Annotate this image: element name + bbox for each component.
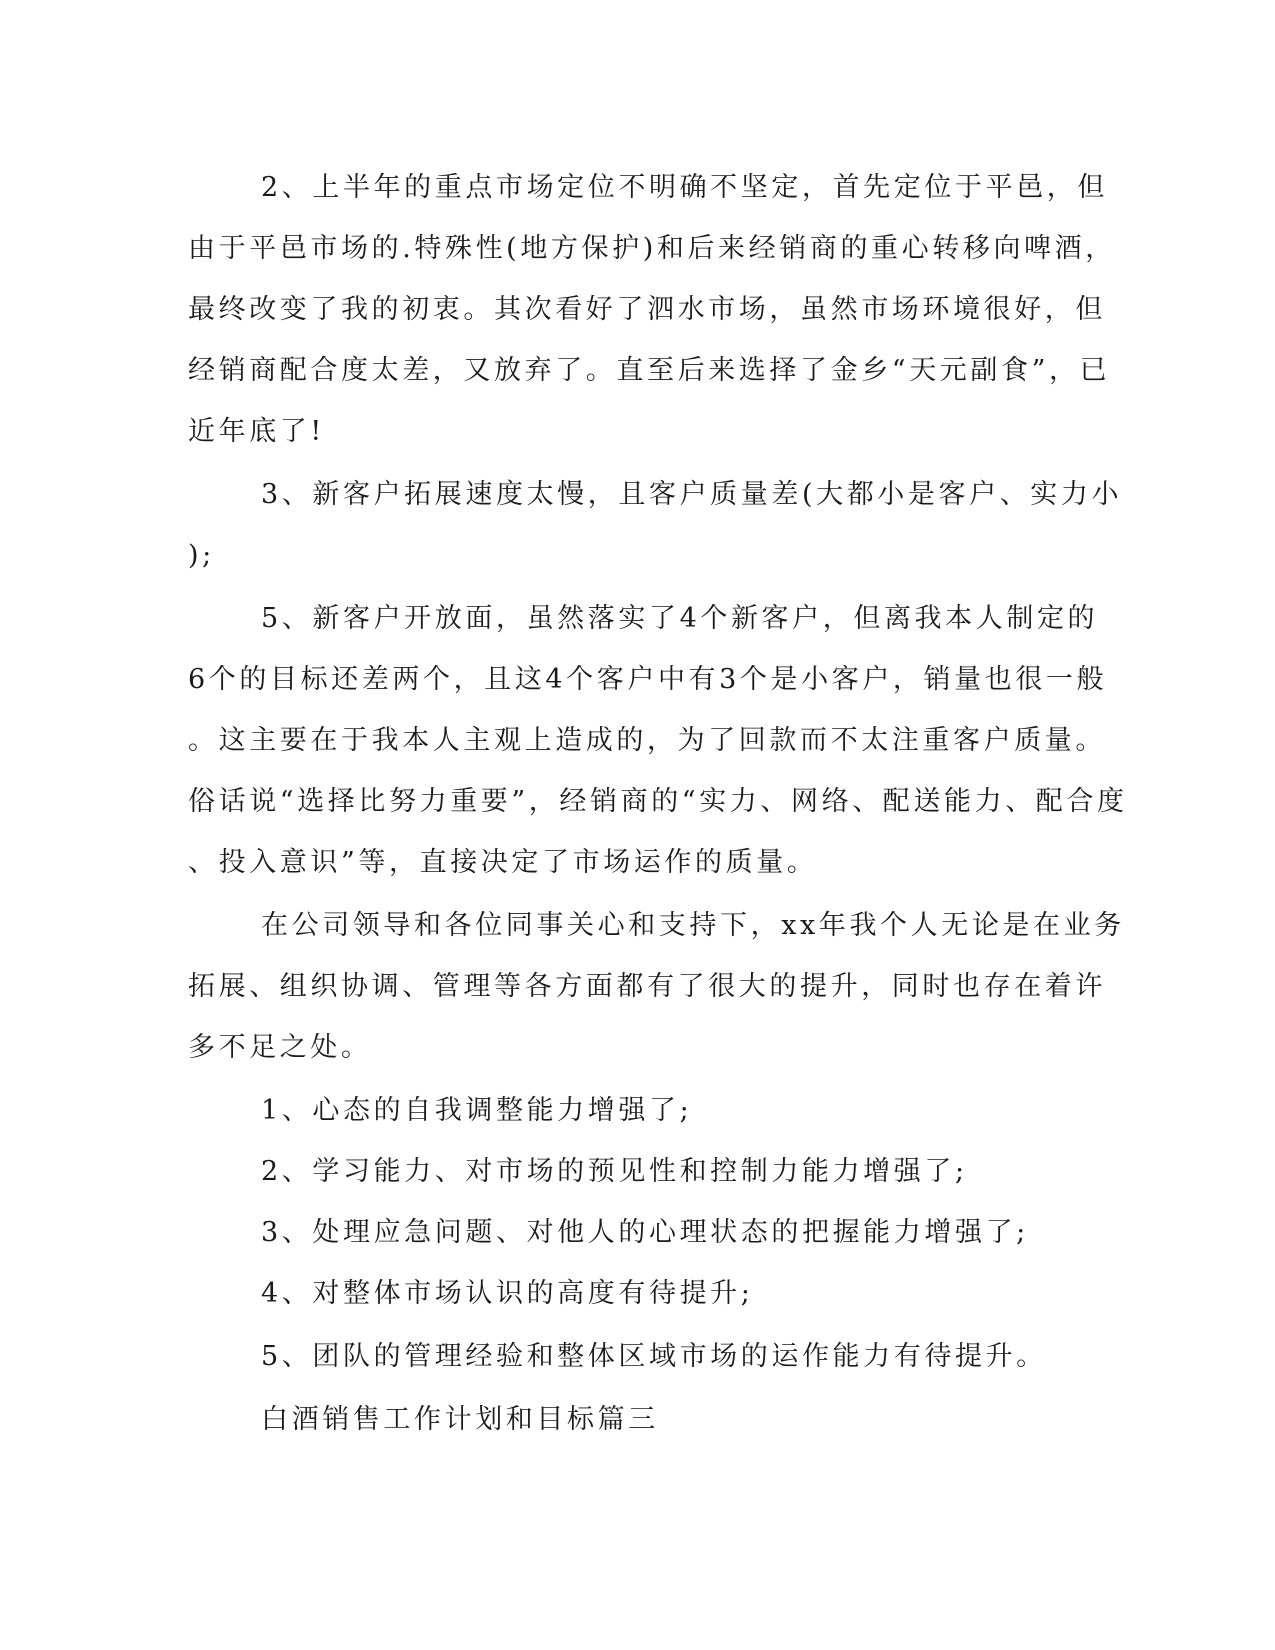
- section-heading: 白酒销售工作计划和目标篇三: [261, 1404, 659, 1435]
- text-line: 经销商配合度太差，又放弃了。直至后来选择了金乡“天元副食”，已: [188, 355, 1111, 386]
- text-line: 最终改变了我的初衷。其次看好了泗水市场，虽然市场环境很好，但: [188, 294, 1106, 325]
- text-line: 拓展、组织协调、管理等各方面都有了很大的提升，同时也存在着许: [188, 971, 1106, 1002]
- text-line: 多不足之处。: [188, 1032, 372, 1063]
- text-line: 5、团队的管理经验和整体区域市场的运作能力有待提升。: [261, 1341, 1047, 1372]
- text-line: 俗话说“选择比努力重要”，经销商的“实力、网络、配送能力、配合度: [188, 786, 1128, 817]
- text-line: 3、新客户拓展速度太慢，且客户质量差(大都小是客户、实力小: [261, 479, 1123, 510]
- text-line: 、投入意识”等，直接决定了市场运作的质量。: [188, 847, 818, 878]
- text-line: 在公司领导和各位同事关心和支持下，xx年我个人无论是在业务: [261, 910, 1125, 941]
- text-line: 4、对整体市场认识的高度有待提升;: [261, 1278, 754, 1309]
- text-line: );: [188, 540, 215, 571]
- text-line: 2、上半年的重点市场定位不明确不坚定，首先定位于平邑，但: [261, 172, 1108, 203]
- text-line: 。这主要在于我本人主观上造成的，为了回款而不太注重客户质量。: [188, 725, 1106, 756]
- text-line: 近年底了!: [188, 416, 325, 447]
- text-line: 5、新客户开放面，虽然落实了4个新客户，但离我本人制定的: [261, 603, 1099, 634]
- text-line: 2、学习能力、对市场的预见性和控制力能力增强了;: [261, 1156, 968, 1187]
- text-line: 由于平邑市场的.特殊性(地方保护)和后来经销商的重心转移向啤酒，: [188, 233, 1116, 264]
- text-line: 1、心态的自我调整能力增强了;: [261, 1095, 693, 1126]
- text-line: 3、处理应急问题、对他人的心理状态的把握能力增强了;: [261, 1217, 1029, 1248]
- text-line: 6个的目标还差两个，且这4个客户中有3个是小客户，销量也很一般: [188, 664, 1108, 695]
